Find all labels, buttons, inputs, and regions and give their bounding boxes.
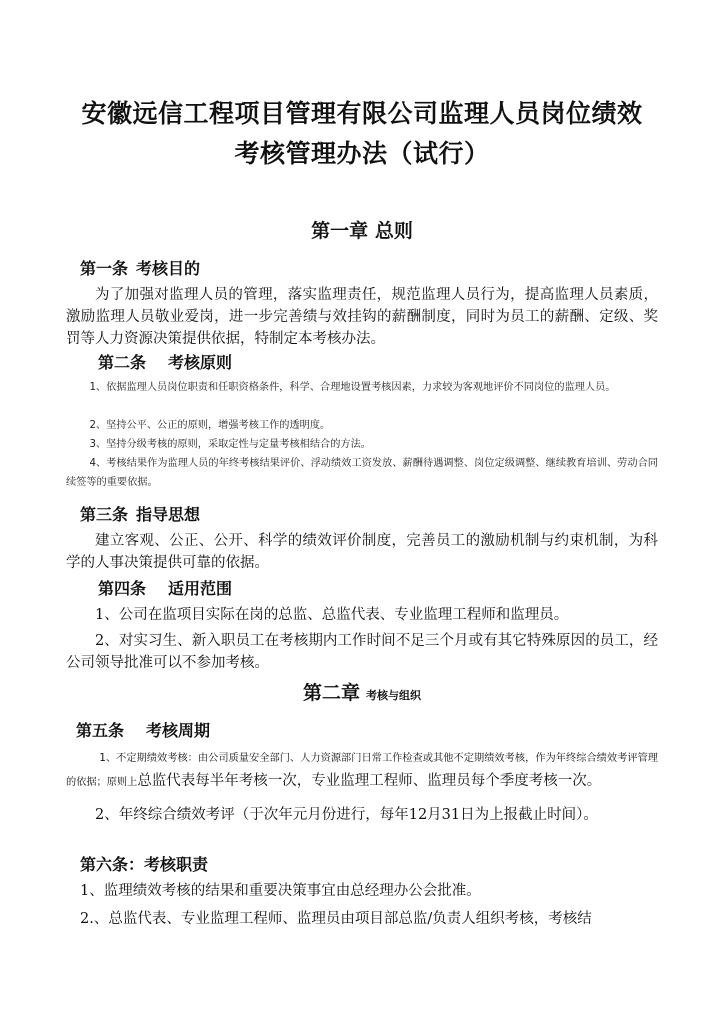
article-2-item-4: 4、考核结果作为监理人员的年终考核结果评价、浮动绩效工资发放、薪酬待遇调整、岗位定级调整、继续教育培训、劳动合同续签等的重要依据。 (66, 458, 658, 488)
article-6-label: 第六条： (80, 855, 145, 874)
article-3-label: 第三条 (80, 505, 129, 524)
article-6-heading (80, 852, 208, 875)
article-5-label: 第五条 (76, 721, 125, 740)
article-2-heading (98, 350, 232, 373)
article-3-name: 指导思想 (136, 505, 201, 524)
article-6-item-1: 1、监理绩效考核的结果和重要决策事宜由总经理办公会批准。 (80, 883, 481, 899)
article-5-heading (76, 718, 210, 741)
article-4-heading (98, 576, 232, 599)
document-title-line-2: 考核管理办法（试行） (234, 139, 490, 168)
article-6-item-2: 2.、总监代表、专业监理工程师、监理员由项目部总监/负责人组织考核，考核结 (80, 911, 592, 927)
chapter-1-name: 总则 (374, 220, 413, 242)
article-2-name: 考核原则 (168, 353, 233, 372)
chapter-2-heading (0, 678, 724, 705)
article-3-text: 建立客观、公正、公开、科学的绩效评价制度，完善员工的激励机制与约束机制，为科学的人事决策提供可靠的依据。 (66, 533, 658, 571)
article-2-item-3: 3、坚持分级考核的原则，采取定性与定量考核相结合的方法。 (89, 439, 371, 450)
article-5-item-1-small-text: 1、不定期绩效考核：由公司质量安全部门、人力资源部门日常工作检查或其他不定期绩效考核，作为年终综合绩效考评管理的依据；原则上 (66, 753, 658, 788)
document-title-line-1: 安徽远信工程项目管理有限公司监理人员岗位绩效 (81, 99, 643, 128)
chapter-2-name: 考核与组织 (366, 689, 421, 702)
article-5-name: 考核周期 (146, 721, 211, 740)
article-4-name: 适用范围 (168, 579, 233, 598)
article-1-name: 考核目的 (136, 259, 201, 278)
article-1-heading (80, 256, 200, 279)
article-6-name: 考核职责 (144, 855, 209, 874)
article-1-text: 为了加强对监理人员的管理，落实监理责任，规范监理人员行为，提高监理人员素质，激励监理人员敬业爱岗，进一步完善绩与效挂钩的薪酬制度，同时为员工的薪酬、定级、奖罚等人力资源决策提供依据，特制定本考核办法。 (66, 287, 658, 347)
article-4-label: 第四条 (98, 579, 147, 598)
chapter-1-heading (0, 216, 724, 243)
article-4-item-1: 1、公司在监项目实际在岗的总监、总监代表、专业监理工程师和监理员。 (95, 607, 569, 623)
article-2-item-1: 1、依据监理人员岗位职责和任职资格条件，科学、合理地设置考核因素，力求较为客观地评价不同岗位的监理人员。 (89, 382, 616, 393)
article-5-item-1 (66, 746, 658, 794)
article-1-label: 第一条 (80, 259, 129, 278)
article-5-item-1-large-text: 总监代表每半年考核一次，专业监理工程师、监理员每个季度考核一次。 (137, 773, 602, 789)
article-5-item-2: 2、年终综合绩效考评（于次年元月份进行，每年12月31日为上报截止时间）。 (95, 807, 598, 823)
article-4-item-2: 2、对实习生、新入职员工在考核期内工作时间不足三个月或有其它特殊原因的员工，经公司领导批准可以不参加考核。 (66, 633, 658, 671)
chapter-2-label: 第二章 (302, 682, 360, 704)
article-2-item-2: 2、坚持公平、公正的原则，增强考核工作的透明度。 (89, 420, 331, 431)
chapter-1-label: 第一章 (311, 220, 369, 242)
article-2-label: 第二条 (98, 353, 147, 372)
article-3-heading (80, 502, 200, 525)
